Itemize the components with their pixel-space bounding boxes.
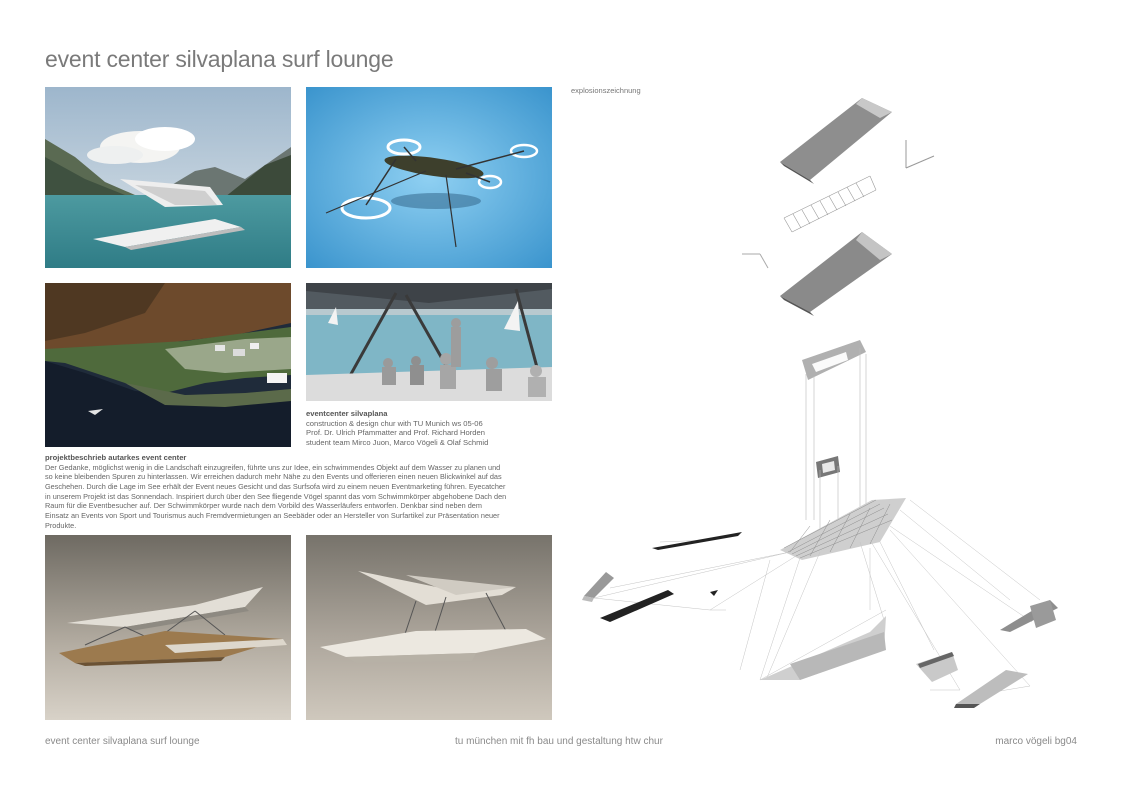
project-description — [45, 453, 553, 531]
caption-line: Prof. Dr. Ulrich Pfammatter and Prof. Richard Horden — [306, 428, 485, 438]
description-line: in unserem Projekt ist das Sonnendach. Inspiriert durch über den See fliegende Vögel spannt das vom Schwimmkörper abgehobene Dach den — [45, 491, 507, 501]
description-line: Der Gedanke, möglichst wenig in die Landschaft einzugreifen, führte uns zur Idee, ein schwimmendes Objekt auf dem Wasser zu planen und — [45, 462, 501, 472]
description-heading: projektbeschrieb autarkes event center — [45, 453, 187, 462]
footer-left: event center silvaplana surf lounge — [45, 736, 200, 747]
photo-model-1 — [45, 535, 291, 720]
caption-line: construction & design chur with TU Munich ws 05-06 — [306, 418, 483, 428]
footer-center: tu münchen mit fh bau und gestaltung htw chur — [455, 736, 663, 747]
caption-heading: eventcenter silvaplana — [306, 409, 388, 418]
description-line: Produkte. — [45, 520, 77, 530]
photo-lake-render — [45, 87, 291, 268]
caption-line: student team Mirco Juon, Marco Vögeli & Olaf Schmid — [306, 437, 489, 447]
description-line: Raum für die Eventbesucher auf. Der Schwimmkörper wurde nach dem Vorbild des Wasserläufers entworfen. Denkbar sind neben dem — [45, 501, 482, 511]
footer-right: marco vögeli bg04 — [995, 736, 1077, 747]
description-line: Einsatz an Events von Sport und Tourismus auch Fremdvermietungen an Seebäder oder an Hersteller von Surfartikel zur Präsentation neuer — [45, 511, 500, 521]
photo-water-strider — [306, 87, 552, 268]
description-line: Geschehen. Durch die Lage im See erhält der Event neues Gesicht und das Surfsofa wird zu einem neuen Eventmarketing führen. Eyecatcher — [45, 482, 506, 491]
photo-model-2 — [306, 535, 552, 720]
page-title: event center silvaplana surf lounge — [45, 46, 394, 72]
project-caption — [306, 409, 552, 447]
exploded-drawing — [570, 90, 1110, 730]
drawing-label: explosionszeichnung — [571, 86, 641, 95]
photo-aerial-silvaplana — [45, 283, 291, 447]
description-line: so keine bleibenden Spuren zu hinterlassen. Wir erreichen dadurch mehr Nähe zu den Events und offerieren einen neuen Blickwinkel auf das — [45, 472, 502, 482]
photo-interior-view — [306, 283, 552, 401]
